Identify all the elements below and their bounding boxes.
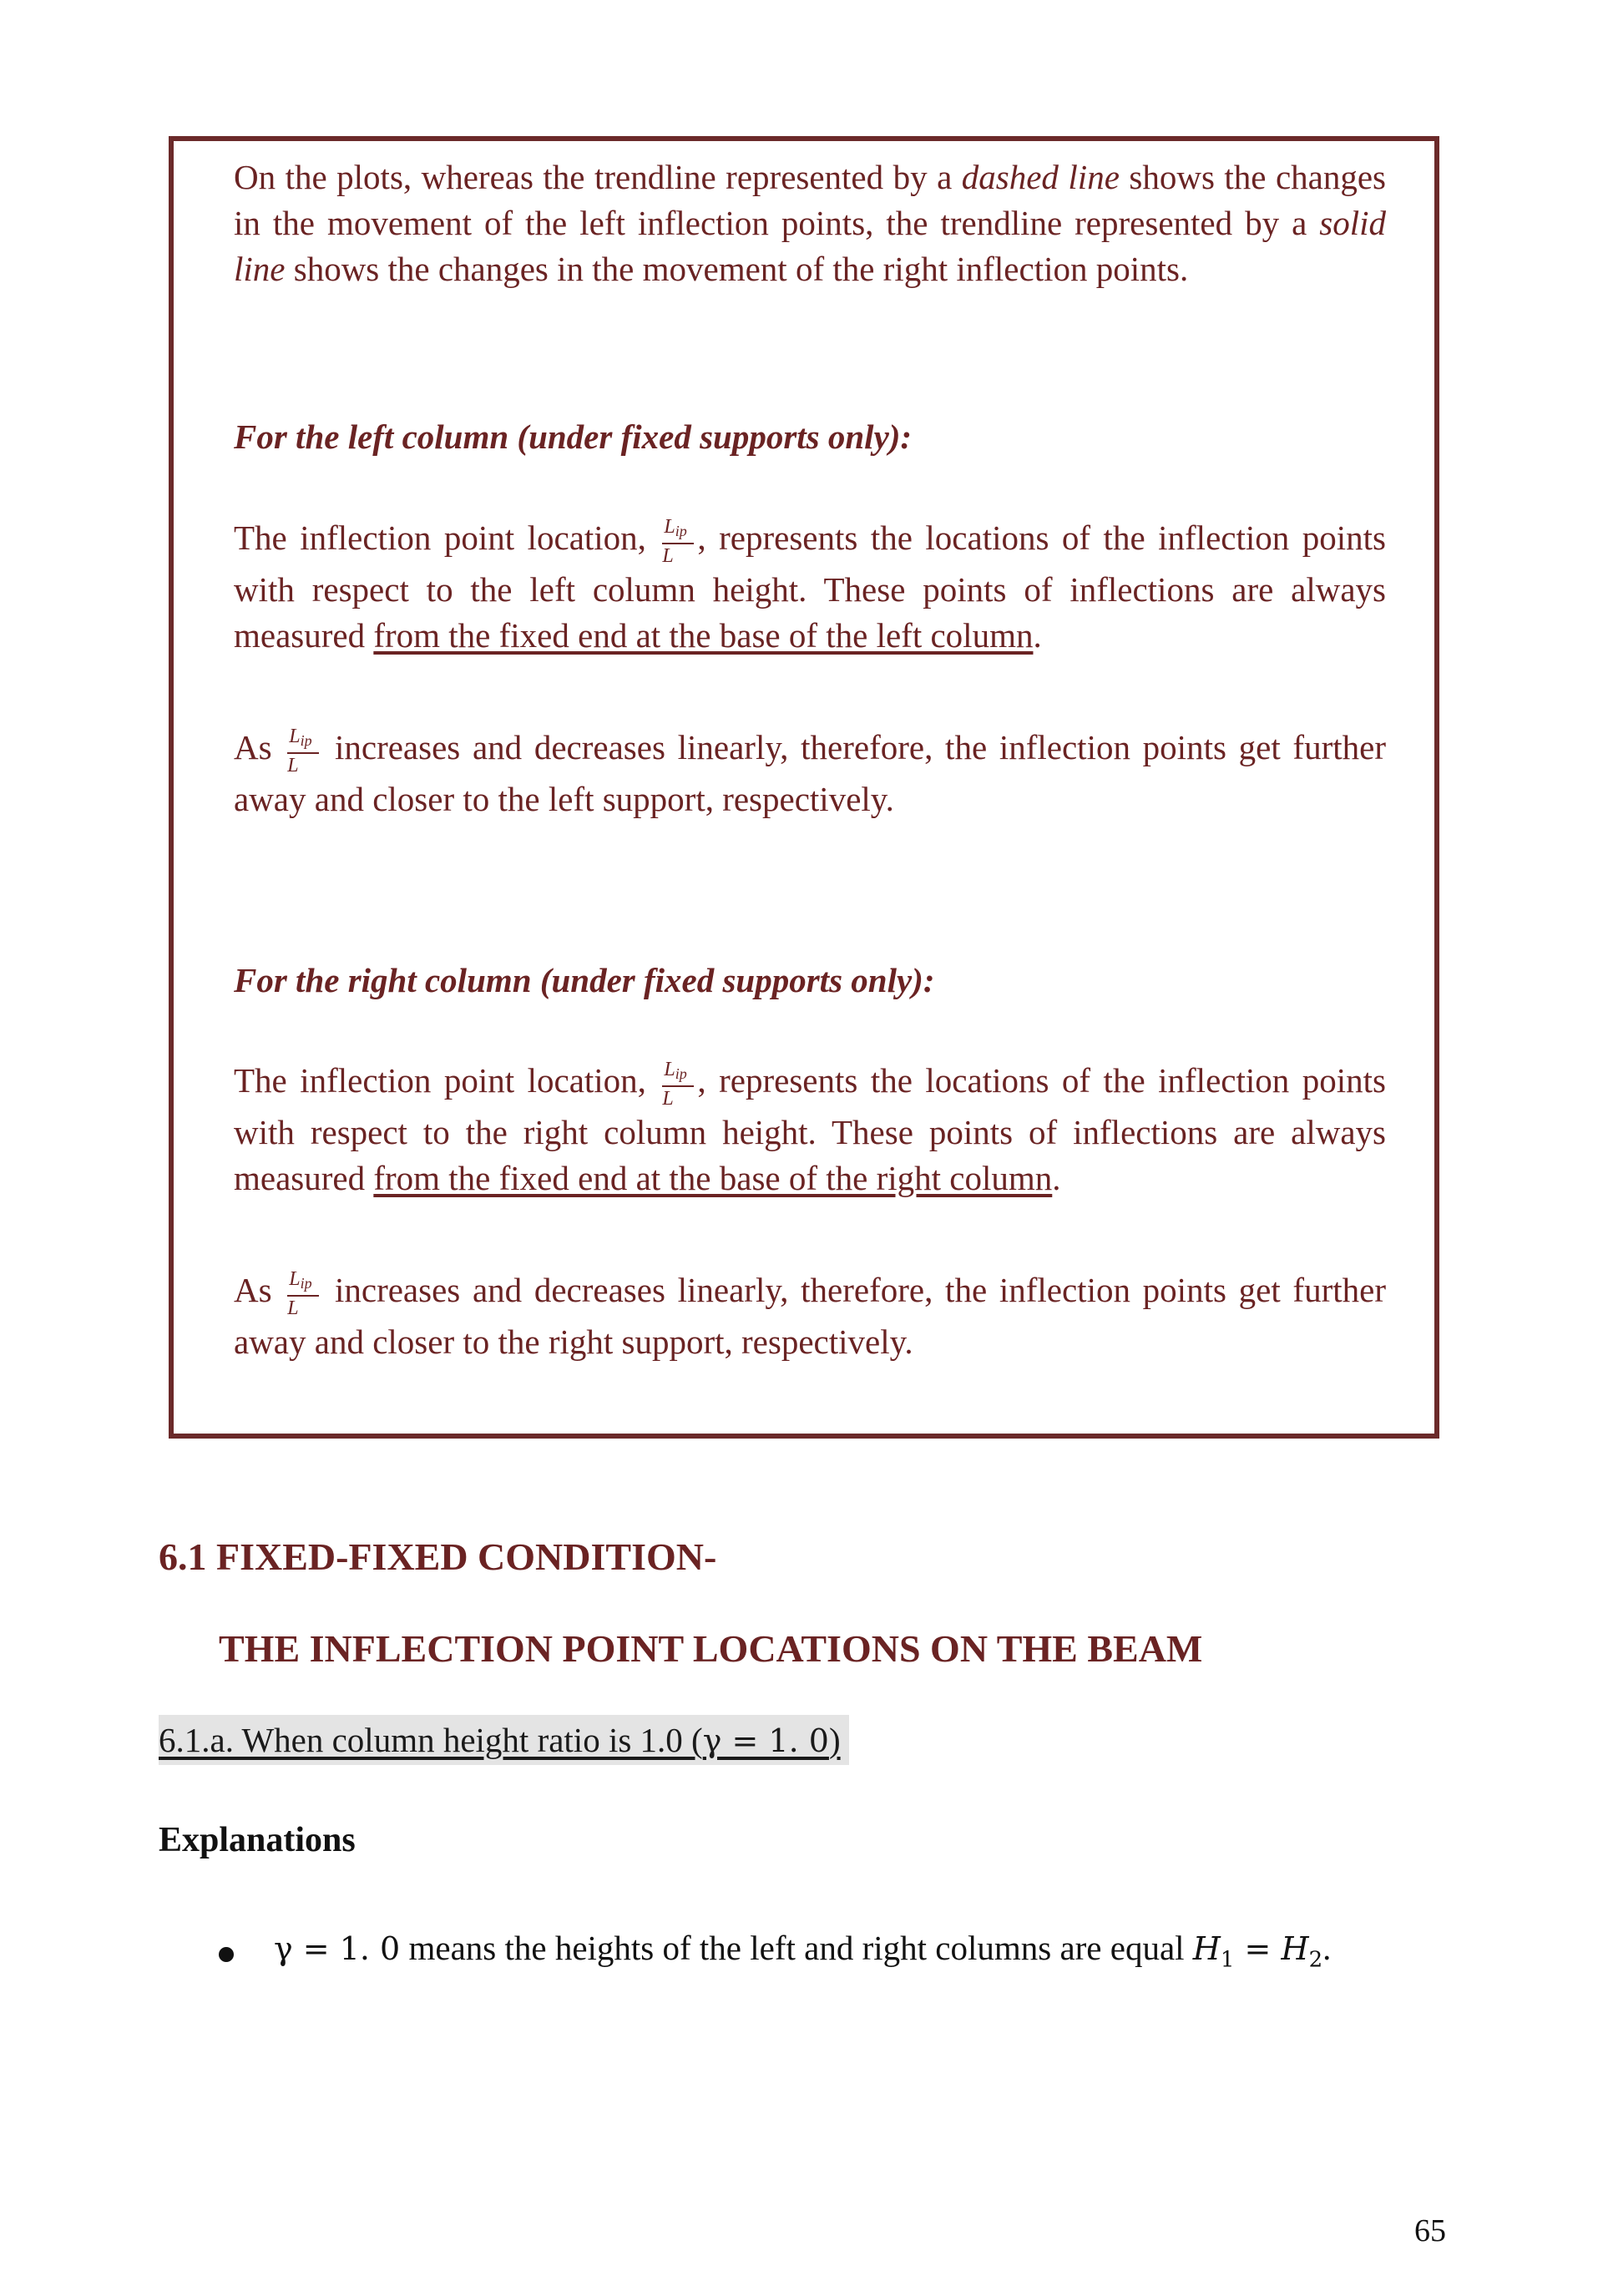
right-p1-text-a: The inflection point location, — [234, 1061, 660, 1100]
right-paragraph-1 — [234, 1058, 1386, 1201]
equals-sign: = — [1234, 1930, 1282, 1967]
section-title-line-1: 6.1 FIXED-FIXED CONDITION- — [159, 1535, 717, 1578]
section-title-line-2: THE INFLECTION POINT LOCATIONS ON THE BEAM — [219, 1627, 1203, 1670]
bullet-body: means the heights of the left and right columns are equal — [400, 1929, 1193, 1967]
left-column-heading: For the left column (under fixed supports only): — [234, 417, 913, 456]
right-p1-end: . — [1052, 1159, 1061, 1198]
intro-text-3: shows the changes in the movement of the right inflection points. — [285, 250, 1189, 288]
left-p2-text-a: As — [234, 728, 285, 766]
gamma-expression: γ = 1. 0 — [702, 1722, 829, 1759]
intro-italic-dashed: dashed line — [961, 158, 1120, 196]
gamma-expression: γ = 1. 0 — [274, 1930, 401, 1967]
lip-over-l-fraction: $\frac{L_{ip}}{L}$ — [662, 1059, 694, 1110]
bullet-end: . — [1322, 1929, 1332, 1967]
left-p2-text-b: increases and decreases linearly, therefore, the inflection points get further away and closer to the left support, respectively. — [234, 728, 1386, 819]
right-p1-text-b: , represents the locations of the inflection points with respect to the right column height. These points of inflections are always measured — [234, 1061, 1386, 1198]
left-p1-text-b: , represents the locations of the inflection points with respect to the left column height. These points of inflections are always measured — [234, 518, 1386, 655]
lip-over-l-fraction: $\frac{L_{ip}}{L}$ — [287, 726, 319, 776]
explanations-heading: Explanations — [159, 1821, 356, 1859]
subsection-close: ) — [828, 1721, 841, 1759]
bullet-icon — [219, 1947, 234, 1962]
left-p1-text-a: The inflection point location, — [234, 518, 660, 557]
intro-text-1: On the plots, whereas the trendline represented by a — [234, 158, 962, 196]
h2-sub: 2 — [1308, 1947, 1323, 1973]
subsection-heading — [159, 1715, 849, 1765]
intro-italic-solid: solid line — [234, 204, 1386, 288]
right-p2-text-a: As — [234, 1271, 285, 1309]
intro-text-2: shows the changes in the movement of the left inflection points, the trendline represented by a — [234, 158, 1387, 242]
subsection-text: 6.1.a. When column height ratio is 1.0 ( — [159, 1721, 703, 1759]
left-paragraph-2 — [234, 725, 1386, 822]
right-paragraph-2 — [234, 1267, 1386, 1365]
lip-over-l-fraction: $\frac{L_{ip}}{L}$ — [662, 516, 694, 567]
h1-symbol: H — [1192, 1930, 1221, 1967]
right-column-heading: For the right column (under fixed supports only): — [234, 961, 935, 999]
left-p1-underlined: from the fixed end at the base of the left column — [373, 616, 1034, 655]
bullet-item — [274, 1925, 1331, 1984]
h1-sub: 1 — [1220, 1947, 1235, 1973]
left-paragraph-1 — [234, 515, 1386, 659]
intro-paragraph — [234, 154, 1386, 292]
page-number: 65 — [1414, 2213, 1446, 2248]
h2-symbol: H — [1281, 1930, 1309, 1967]
right-p2-text-b: increases and decreases linearly, therefore, the inflection points get further away and closer to the right support, respectively. — [234, 1271, 1386, 1362]
right-p1-underlined: from the fixed end at the base of the right column — [373, 1159, 1053, 1198]
left-p1-end: . — [1033, 616, 1042, 655]
lip-over-l-fraction: $\frac{L_{ip}}{L}$ — [287, 1268, 319, 1319]
